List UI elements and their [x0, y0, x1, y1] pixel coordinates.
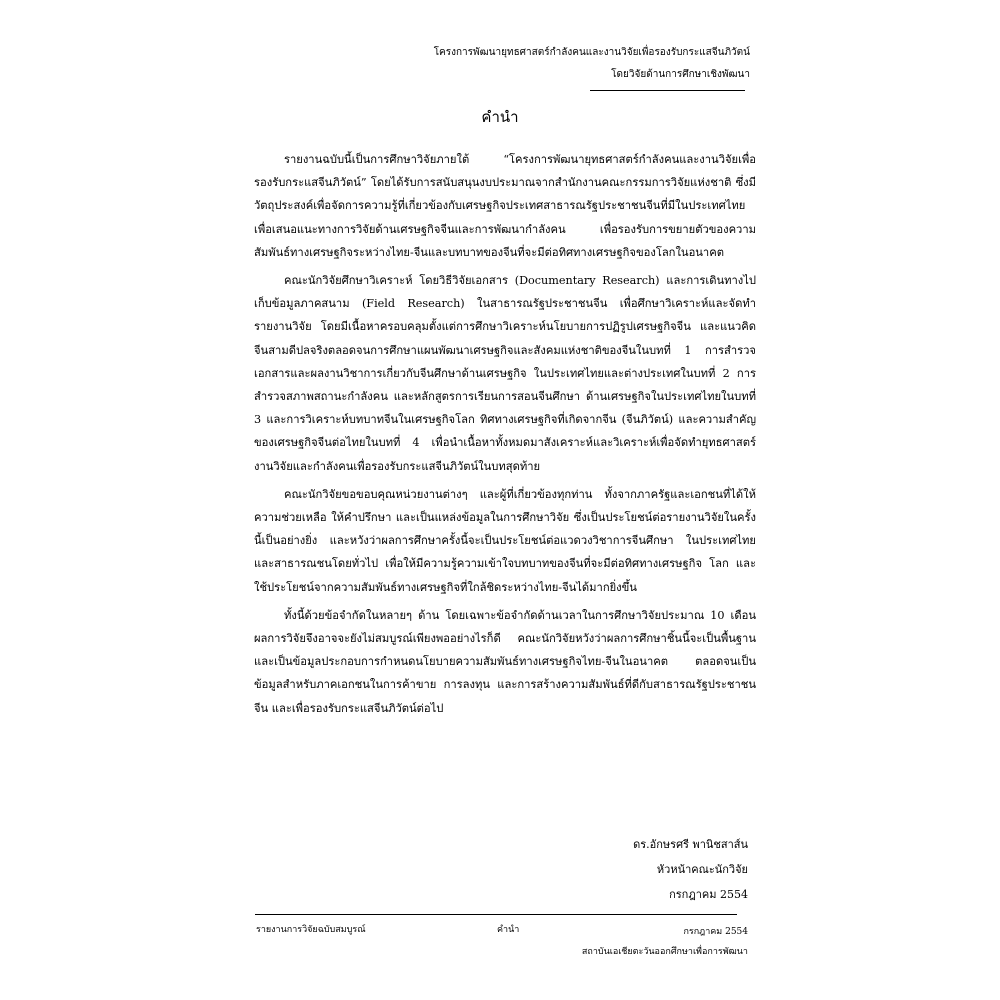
paragraph: รายงานฉบับนี้เป็นการศึกษาวิจัยภายใต้ “โครงการพัฒนายุทธศาสตร์กำลังคนและงานวิจัยเพื่อรองรับกระแสจีนภิวัตน์” โดยได้รับการสนับสนุนงบประมาณจากสำนักงานคณะกรรมการวิจัยแห่งชาติ ซึ่งมีวัตถุประสงค์เพื่อจัดการความรู้ที่เกี่ยวข้องกับเศรษฐกิจประเทศสาธารณรัฐประชาชนจีนที่มีในประเทศไทย เพื่อเสนอแนะทางการวิจัยด้านเศรษฐกิจจีนและการพัฒนากำลังคน เพื่อรองรับการขยายตัวของความสัมพันธ์ทางเศรษฐกิจระหว่างไทย-จีนและบทบาทของจีนที่จะมีต่อทิศทางเศรษฐกิจของโลกในอนาคต — [254, 153, 756, 259]
signature-block — [633, 832, 748, 907]
signature-role: หัวหน้าคณะนักวิจัย — [656, 863, 748, 876]
header-project-title: โครงการพัฒนายุทธศาสตร์กำลังคนและงานวิจัยเพื่อรองรับกระแสจีนภิวัตน์ — [433, 47, 750, 58]
footer-divider — [255, 914, 737, 915]
footer-section-name: คำนำ — [497, 925, 520, 935]
header-subtitle: โดยวิจัยด้านการศึกษาเชิงพัฒนา — [611, 69, 750, 80]
page-header — [434, 42, 750, 86]
paragraph: คณะนักวิจัยขอขอบคุณหน่วยงานต่างๆ และผู้ที่เกี่ยวข้องทุกท่าน ทั้งจากภาครัฐและเอกชนที่ได้ให้ความช่วยเหลือ ให้คำปรึกษา และเป็นแหล่งข้อมูลในการศึกษาวิจัย ซึ่งเป็นประโยชน์ต่อรายงานวิจัยในครั้งนี้เป็นอย่างยิ่ง และหวังว่าผลการศึกษาครั้งนี้จะเป็นประโยชน์ต่อแวดวงวิชาการจีนศึกษา ในประเทศไทยและสาธารณชนโดยทั่วไป เพื่อให้มีความรู้ความเข้าใจบทบาทของจีนที่จะมีต่อทิศทางเศรษฐกิจ โลก และใช้ประโยชน์จากความสัมพันธ์ทางเศรษฐกิจที่ใกล้ชิดระหว่างไทย-จีนได้มากยิ่งขึ้น — [254, 487, 756, 594]
signature-date: กรกฎาคม 2554 — [669, 888, 748, 901]
page-title: คำนำ — [481, 108, 519, 126]
footer-report-type: รายงานการวิจัยฉบับสมบูรณ์ — [256, 925, 366, 935]
signature-name: ดร.อักษรศรี พานิชสาส์น — [633, 838, 748, 851]
preface-body — [254, 148, 756, 725]
paragraph: ทั้งนี้ด้วยข้อจำกัดในหลายๆ ด้าน โดยเฉพาะข้อจำกัดด้านเวลาในการศึกษาวิจัยประมาณ 10 เดือน ผลการวิจัยจึงอาจจะยังไม่สมบูรณ์เพียงพออย่างไรก็ดี คณะนักวิจัยหวังว่าผลการศึกษาชิ้นนี้จะเป็นพื้นฐานและเป็นข้อมูลประกอบการกำหนดนโยบายความสัมพันธ์ทางเศรษฐกิจไทย-จีนในอนาคต ตลอดจนเป็นข้อมูลสำหรับภาคเอกชนในการค้าขาย การลงทุน และการสร้างความสัมพันธ์ที่ดีกับสาธารณรัฐประชาชนจีน และเพื่อรองรับกระแสจีนภิวัตน์ต่อไป — [254, 608, 756, 715]
header-divider — [590, 90, 745, 91]
footer-date: กรกฎาคม 2554 — [683, 927, 748, 937]
paragraph: คณะนักวิจัยศึกษาวิเคราะห์ โดยวิธีวิจัยเอกสาร (Documentary Research) และการเดินทางไปเก็บข้อมูลภาคสนาม (Field Research) ในสาธารณรัฐประชาชนจีน เพื่อศึกษาวิเคราะห์และจัดทำรายงานวิจัย โดยมีเนื้อหาครอบคลุมตั้งแต่การศึกษาวิเคราะห์นโยบายการปฏิรูปเศรษฐกิจจีน และแนวคิดจีนสามดีปลจริงตลอดจนการศึกษาแผนพัฒนาเศรษฐกิจและสังคมแห่งชาติของจีนในบทที่ 1 การสำรวจเอกสารและผลงานวิชาการเกี่ยวกับจีนศึกษาด้านเศรษฐกิจ ในประเทศไทยและต่างประเทศในบทที่ 2 การสำรวจสภาพสถานะกำลังคน และหลักสูตรการเรียนการสอนจีนศึกษา ด้านเศรษฐกิจในประเทศไทยในบทที่ 3 และการวิเคราะห์บทบาทจีนในเศรษฐกิจโลก ทิศทางเศรษฐกิจที่เกิดจากจีน (จีนภิวัตน์) และความสำคัญของเศรษฐกิจจีนต่อไทยในบทที่ 4 เพื่อนำเนื้อหาทั้งหมดมาสังเคราะห์และวิเคราะห์เพื่อจัดทำยุทธศาสตร์งานวิจัยและกำลังคนเพื่อรองรับกระแสจีนภิวัตน์ในบทสุดท้าย — [254, 274, 756, 473]
footer-right-block — [582, 922, 748, 962]
footer-institute: สถาบันเอเชียตะวันออกศึกษาเพื่อการพัฒนา — [581, 947, 748, 957]
